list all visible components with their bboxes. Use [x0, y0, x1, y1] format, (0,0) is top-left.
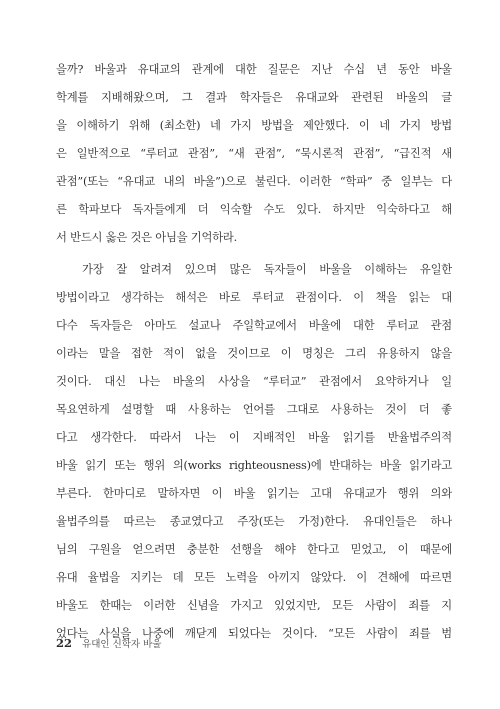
page-footer: [56, 636, 161, 652]
text-line: 관점”(또는 “유대교 내의 바울”)으로 불린다. 이러한 “학파” 중 일부는 다: [56, 175, 452, 188]
text-line: 율법주의를 따르는 종교였다고 주장(또는 가정)한다. 유대인들은 하나: [56, 515, 452, 528]
text-line: 이라는 말을 접한 적이 없을 것이므로 이 명칭은 그리 유용하지 않을: [56, 347, 452, 360]
page-number: 22: [56, 636, 73, 650]
text-line: 목요연하게 설명할 때 사용하는 언어를 그대로 사용하는 것이 더 좋: [56, 403, 452, 416]
text-line: 다고 생각한다. 따라서 나는 이 지배적인 바울 읽기를 반율법주의적: [56, 431, 452, 444]
text-line: 것이다. 대신 나는 바울의 사상을 “루터교” 관점에서 요약하거나 일: [56, 375, 452, 388]
text-line: 었다는 사실을 나중에 깨닫게 되었다는 것이다. “모든 사람이 죄를 범: [56, 627, 452, 640]
text-line: 을까? 바울과 유대교의 관계에 대한 질문은 지난 수십 년 동안 바울: [56, 63, 452, 76]
text-line: 바울도 한때는 이러한 신념을 가지고 있었지만, 모든 사람이 죄를 지: [56, 599, 452, 612]
text-line: 부른다. 한마디로 말하자면 이 바울 읽기는 고대 유대교가 행위 의와: [56, 487, 452, 500]
text-line: 서 반드시 옳은 것은 아님을 기억하라.: [56, 231, 238, 244]
text-line: 가장 잘 알려져 있으며 많은 독자들이 바울을 이해하는 유일한: [82, 263, 452, 276]
text-line: 을 이해하기 위해 (최소한) 네 가지 방법을 제안했다. 이 네 가지 방법: [56, 119, 452, 132]
text-line: 다수 독자들은 아마도 설교나 주일학교에서 바울에 대한 루터교 관점: [56, 319, 452, 332]
text-line: 바울 읽기 또는 행위 의(works righteousness)에 반대하는 바울 읽기라고: [56, 459, 452, 472]
text-line: 은 일반적으로 “루터교 관점”, “새 관점”, “묵시론적 관점”, “급진적 새: [56, 147, 452, 160]
text-line: 유대 율법을 지키는 데 모든 노력을 아끼지 않았다. 이 견해에 따르면: [56, 571, 452, 584]
text-line: 학계를 지배해왔으며, 그 결과 학자들은 유대교와 관련된 바울의 글: [56, 91, 452, 104]
running-title: 유대인 신학자 바울: [82, 639, 162, 650]
text-line: 님의 구원을 얻으려면 충분한 선행을 해야 한다고 믿었고, 이 때문에: [56, 543, 452, 556]
text-line: 른 학파보다 독자들에게 더 익숙할 수도 있다. 하지만 익숙하다고 해: [56, 203, 452, 216]
text-line: 방법이라고 생각하는 해석은 바로 루터교 관점이다. 이 책을 읽는 대: [56, 291, 452, 304]
